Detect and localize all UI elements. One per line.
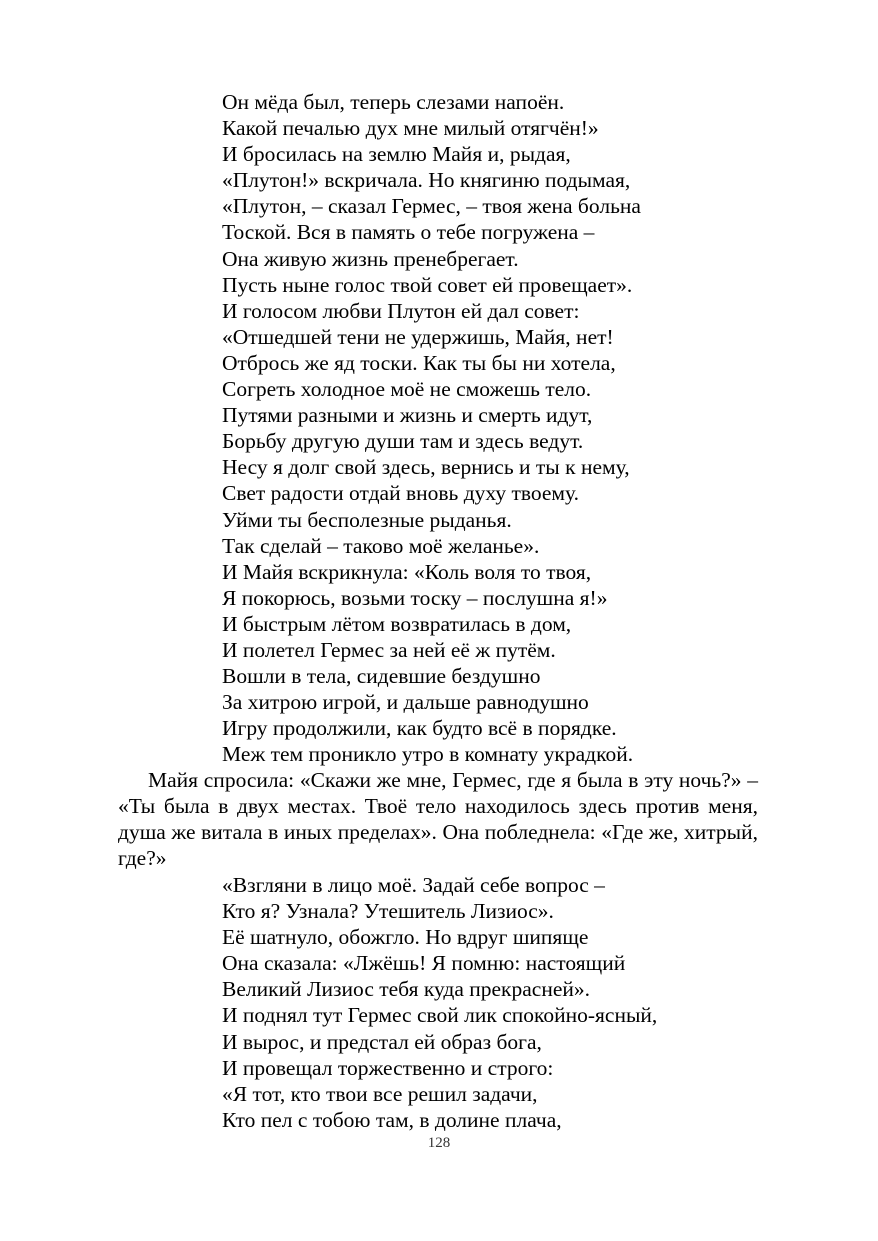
verse-line: Отбрось же яд тоски. Как ты бы ни хотела,: [222, 350, 616, 375]
verse-line: Я покорюсь, возьми тоску – послушна я!»: [222, 585, 608, 610]
verse-line: «Плутон!» вскричала. Но княгиню подымая,: [222, 168, 631, 193]
verse-line: Её шатнуло, обожгло. Но вдруг шипяще: [222, 925, 589, 950]
verse-stanza-2: [222, 872, 657, 1133]
verse-line: «Плутон, – сказал Гермес, – твоя жена больна: [222, 194, 641, 219]
verse-line: «Отшедшей тени не удержишь, Майя, нет!: [222, 324, 614, 349]
verse-line: Игру продолжили, как будто всё в порядке.: [222, 716, 617, 741]
verse-line: Он мёда был, теперь слезами напоён.: [222, 90, 565, 114]
verse-line: Меж тем проникло утро в комнату украдкой.: [222, 742, 634, 767]
verse-line: «Я тот, кто твои все решил задачи,: [222, 1081, 538, 1106]
verse-line: Великий Лизиос тебя куда прекрасней».: [222, 977, 590, 1002]
verse-line: Уйми ты бесполезные рыданья.: [222, 507, 512, 532]
verse-line: И поднял тут Гермес свой лик спокойно-ясный,: [222, 1003, 658, 1028]
verse-line: И полетел Гермес за ней её ж путём.: [222, 637, 556, 662]
verse-line: «Взгляни в лицо моё. Задай себе вопрос –: [222, 873, 605, 897]
prose-paragraph: Майя спросила: «Скажи же мне, Гермес, где я была в эту ночь?» – «Ты была в двух местах. Твоё тело находилось здесь против меня, душа же витала в иных пределах». Она побледнела: «Где же, хитрый, где?»: [118, 768, 758, 871]
verse-stanza-1: [222, 89, 641, 767]
page-number: 128: [427, 1135, 451, 1151]
verse-line: Борьбу другую души там и здесь ведут.: [222, 429, 584, 454]
verse-line: Кто я? Узнала? Утешитель Лизиос».: [222, 899, 554, 924]
verse-line: И Майя вскрикнула: «Коль воля то твоя,: [222, 559, 592, 584]
verse-line: Кто пел с тобою там, в долине плача,: [222, 1107, 562, 1132]
verse-line: За хитрою игрой, и дальше равнодушно: [222, 690, 589, 715]
verse-line: Тоской. Вся в память о тебе погружена –: [222, 220, 595, 245]
verse-line: Путями разными и жизнь и смерть идут,: [222, 403, 593, 428]
verse-line: Пусть ныне голос твой совет ей провещает».: [222, 272, 633, 297]
verse-line: Несу я долг свой здесь, вернись и ты к нему,: [222, 455, 630, 480]
verse-line: Какой печалью дух мне милый отягчён!»: [222, 116, 599, 141]
verse-line: И бросилась на землю Майя и, рыдая,: [222, 142, 571, 167]
verse-line: Вошли в тела, сидевшие бездушно: [222, 664, 541, 689]
verse-line: Так сделай – таково моё желанье».: [222, 533, 540, 558]
verse-line: И быстрым лётом возвратилась в дом,: [222, 611, 572, 636]
verse-line: И провещал торжественно и строго:: [222, 1055, 554, 1080]
verse-line: Согреть холодное моё не сможешь тело.: [222, 377, 592, 402]
verse-line: Она живую жизнь пренебрегает.: [222, 246, 519, 271]
verse-line: И вырос, и предстал ей образ бога,: [222, 1029, 542, 1054]
verse-line: И голосом любви Плутон ей дал совет:: [222, 298, 580, 323]
verse-line: Свет радости отдай вновь духу твоему.: [222, 481, 579, 506]
verse-line: Она сказала: «Лжёшь! Я помню: настоящий: [222, 951, 626, 976]
